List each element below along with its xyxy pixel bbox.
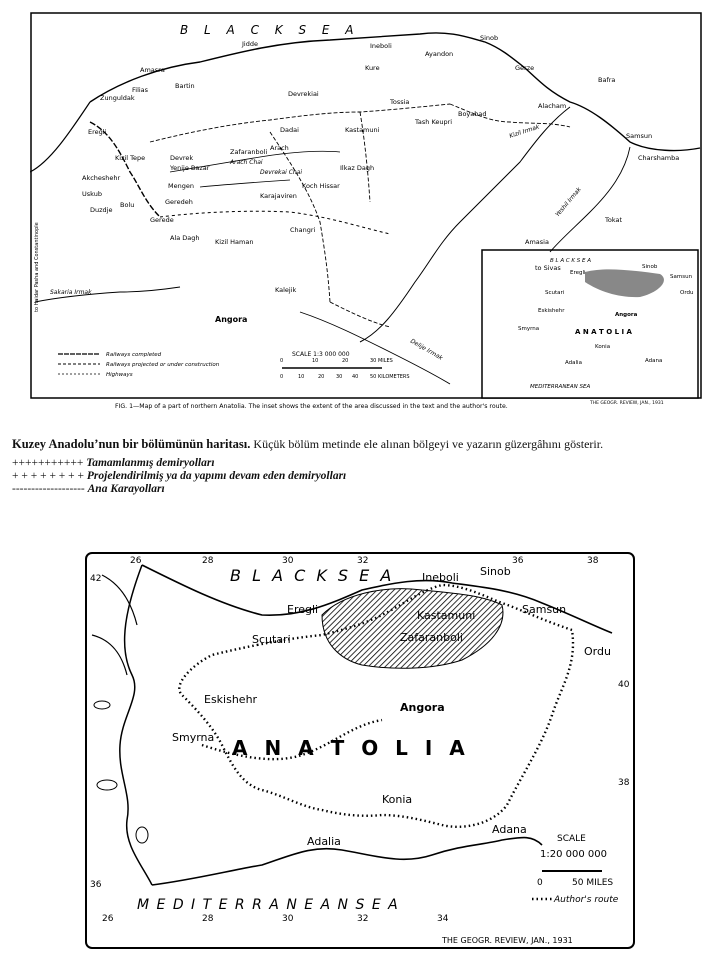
svg-text:Adalia: Adalia: [565, 360, 582, 366]
svg-text:Eskishehr: Eskishehr: [538, 308, 565, 314]
svg-text:Eskishehr: Eskishehr: [204, 693, 258, 706]
svg-text:B L A C K S E A: B L A C K S E A: [550, 258, 592, 264]
svg-text:Angora: Angora: [215, 315, 248, 324]
svg-text:Ineboli: Ineboli: [370, 42, 392, 50]
svg-text:Zafaranboli: Zafaranboli: [400, 631, 463, 644]
svg-text:32: 32: [357, 914, 369, 924]
svg-text:Amasra: Amasra: [140, 66, 165, 74]
svg-text:SCALE: SCALE: [557, 834, 586, 844]
map1-credit: THE GEOGR. REVIEW, JAN., 1931: [590, 401, 664, 406]
svg-text:Kalejik: Kalejik: [275, 286, 297, 294]
svg-text:Geredeh: Geredeh: [165, 198, 193, 206]
svg-text:Adana: Adana: [645, 358, 663, 364]
svg-text:42: 42: [90, 574, 102, 584]
svg-text:Charshamba: Charshamba: [638, 154, 680, 162]
svg-text:Angora: Angora: [400, 701, 445, 714]
legend-projected-railways: [12, 470, 712, 483]
svg-text:Kizil Irmak: Kizil Irmak: [508, 123, 541, 140]
svg-text:Filias: Filias: [132, 86, 149, 94]
figure-caption: [12, 436, 712, 452]
black-sea-label-inset: B L A C K S E A: [230, 566, 395, 585]
svg-text:10: 10: [298, 374, 305, 380]
svg-text:Adalia: Adalia: [307, 835, 341, 848]
map2-credit: THE GEOGR. REVIEW, JAN., 1931: [442, 936, 573, 945]
black-sea-label: B L A C K S E A: [180, 23, 360, 37]
svg-text:Delije Irmak: Delije Irmak: [409, 337, 444, 362]
svg-text:36: 36: [512, 556, 524, 566]
svg-text:20: 20: [318, 374, 325, 380]
caption-title: Kuzey Anadolu’nun bir bölümünün haritası.: [12, 437, 251, 451]
svg-text:Ineboli: Ineboli: [422, 571, 459, 584]
svg-text:Koch Hissar: Koch Hissar: [302, 182, 340, 190]
svg-text:28: 28: [202, 914, 214, 924]
svg-text:to Sivas: to Sivas: [535, 264, 561, 272]
legend-highways: [12, 483, 712, 496]
svg-text:Railways completed: Railways completed: [106, 352, 162, 358]
svg-text:Scutari: Scutari: [545, 290, 565, 296]
svg-text:Kizil Tepe: Kizil Tepe: [115, 154, 146, 162]
svg-text:SCALE 1:3 000 000: SCALE 1:3 000 000: [292, 351, 350, 358]
svg-text:38: 38: [618, 778, 630, 788]
svg-text:Kure: Kure: [365, 64, 380, 72]
svg-text:Boyabad: Boyabad: [458, 110, 487, 118]
svg-text:Ayandon: Ayandon: [425, 50, 454, 58]
svg-text:Kizil Haman: Kizil Haman: [215, 238, 254, 246]
svg-text:20: 20: [342, 358, 349, 364]
svg-text:34: 34: [437, 914, 449, 924]
svg-text:30 MILES: 30 MILES: [370, 358, 393, 364]
svg-text:Karajaviren: Karajaviren: [260, 192, 297, 200]
mediterranean-label: M E D I T E R R A N E A N S E A: [137, 897, 400, 913]
svg-text:Tossia: Tossia: [390, 98, 410, 106]
svg-text:Yeshil Irmak: Yeshil Irmak: [554, 186, 583, 219]
svg-text:Ordu: Ordu: [680, 290, 694, 296]
svg-text:38: 38: [587, 556, 599, 566]
svg-text:Samsun: Samsun: [670, 274, 693, 280]
svg-text:Devrekai Chai: Devrekai Chai: [260, 169, 303, 176]
svg-text:Angora: Angora: [615, 312, 638, 318]
svg-text:Alacham: Alacham: [538, 102, 567, 110]
svg-text:Devrek: Devrek: [170, 154, 194, 162]
caption-block: [12, 436, 712, 496]
legend-symbol: + + + + + + + +: [12, 470, 85, 482]
svg-text:Tokat: Tokat: [605, 216, 623, 224]
svg-text:30: 30: [282, 914, 294, 924]
caption-text: Küçük bölüm metinde ele alınan bölgeyi ve yazarın güzergâhını gösterir.: [250, 437, 604, 451]
svg-text:Ordu: Ordu: [584, 645, 611, 658]
svg-text:Arach Chai: Arach Chai: [230, 159, 263, 166]
side-label: to Haidar Pasha and Constantinople: [34, 222, 40, 312]
svg-text:A N A T O L I A: A N A T O L I A: [575, 328, 632, 336]
svg-text:Kastamuni: Kastamuni: [417, 609, 476, 622]
legend-symbol: +++++++++++: [12, 457, 84, 469]
svg-text:Changri: Changri: [290, 226, 316, 234]
svg-text:36: 36: [90, 880, 102, 890]
svg-text:40: 40: [618, 680, 630, 690]
svg-text:10: 10: [312, 358, 319, 364]
svg-text:Akcheshehr: Akcheshehr: [82, 174, 121, 182]
svg-text:MEDITERRANEAN SEA: MEDITERRANEAN SEA: [530, 384, 591, 390]
svg-text:Tash Keupri: Tash Keupri: [415, 118, 453, 126]
svg-text:Devrekiai: Devrekiai: [288, 90, 319, 98]
anatolia-inset-map: [82, 545, 638, 955]
svg-text:50 MILES: 50 MILES: [572, 878, 614, 888]
svg-text:Eregli: Eregli: [287, 603, 319, 616]
svg-text:0: 0: [280, 374, 284, 380]
legend-label: Projelendirilmiş ya da yapımı devam eden demiryolları: [86, 470, 347, 482]
svg-text:Sinob: Sinob: [480, 34, 499, 42]
legend-completed-railways: [12, 457, 712, 470]
svg-text:Amasia: Amasia: [525, 238, 549, 246]
svg-text:Dadai: Dadai: [280, 126, 299, 134]
anatolia-label: A N A T O L I A: [232, 736, 470, 760]
svg-text:Eregli: Eregli: [88, 128, 107, 136]
svg-text:Konia: Konia: [595, 344, 611, 350]
svg-text:26: 26: [130, 556, 142, 566]
svg-text:Sinob: Sinob: [480, 565, 511, 578]
svg-text:32: 32: [357, 556, 369, 566]
legend-symbol: -------------------: [12, 483, 85, 495]
svg-text:50 KILOMETERS: 50 KILOMETERS: [370, 374, 410, 380]
svg-text:Railways projected or under co: Railways projected or under construction: [106, 362, 220, 368]
svg-text:Gerede: Gerede: [150, 216, 174, 224]
svg-text:Arach: Arach: [270, 144, 289, 152]
svg-text:Mengen: Mengen: [168, 182, 194, 190]
northern-anatolia-map: [30, 12, 702, 410]
svg-text:Zunguldak: Zunguldak: [100, 94, 135, 102]
svg-text:30: 30: [282, 556, 294, 566]
fig-caption: FIG. 1—Map of a part of northern Anatolia. The inset shows the extent of the area discussed in the text and the author's route.: [115, 403, 508, 410]
svg-text:Ilkaz Dagh: Ilkaz Dagh: [340, 164, 375, 172]
svg-text:Yenije Bazar: Yenije Bazar: [170, 164, 210, 172]
svg-text:Zafaranboli: Zafaranboli: [230, 148, 268, 156]
svg-text:Sinob: Sinob: [642, 264, 658, 270]
legend-label: Ana Karayolları: [87, 483, 165, 495]
svg-text:Adana: Adana: [492, 823, 527, 836]
svg-text:0: 0: [280, 358, 284, 364]
svg-text:28: 28: [202, 556, 214, 566]
svg-text:Bafra: Bafra: [598, 76, 616, 84]
svg-text:Bartin: Bartin: [175, 82, 195, 90]
svg-text:Highways: Highways: [106, 372, 133, 378]
svg-text:Sakaria Irmak: Sakaria Irmak: [50, 289, 92, 296]
svg-text:Samsun: Samsun: [522, 603, 567, 616]
svg-text:Jidde: Jidde: [242, 40, 258, 48]
svg-text:Smyrna: Smyrna: [518, 326, 540, 332]
svg-text:Uskub: Uskub: [82, 190, 102, 198]
svg-text:Smyrna: Smyrna: [172, 731, 215, 744]
svg-text:Konia: Konia: [382, 793, 413, 806]
svg-text:40: 40: [352, 374, 359, 380]
svg-text:30: 30: [336, 374, 343, 380]
svg-text:Bolu: Bolu: [120, 201, 135, 209]
svg-text:Ala Dagh: Ala Dagh: [170, 234, 200, 242]
svg-text:Eregli: Eregli: [570, 270, 586, 276]
legend-label: Tamamlanmış demiryolları: [86, 457, 215, 469]
svg-text:26: 26: [102, 914, 114, 924]
svg-text:1:20 000 000: 1:20 000 000: [540, 849, 607, 860]
svg-text:0: 0: [537, 878, 543, 888]
svg-text:Kastamuni: Kastamuni: [345, 126, 380, 134]
svg-text:Duzdje: Duzdje: [90, 206, 113, 214]
svg-text:Author's route: Author's route: [554, 895, 619, 905]
svg-text:Samsun: Samsun: [626, 132, 653, 140]
svg-text:Gerze: Gerze: [515, 64, 535, 72]
svg-text:Scutari: Scutari: [252, 633, 291, 646]
